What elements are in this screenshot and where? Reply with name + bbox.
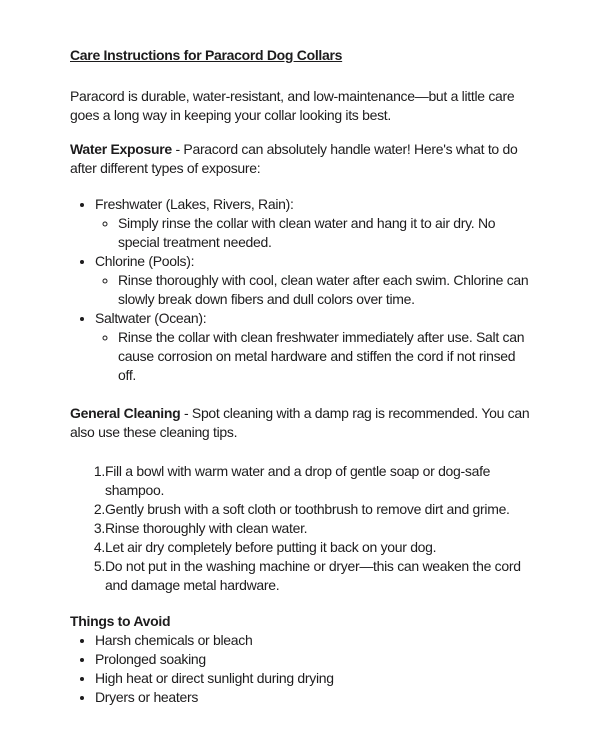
cleaning-step [105,538,530,557]
avoid-item-text: Prolonged soaking [95,651,206,667]
chlorine-sub-list [95,271,530,309]
water-exposure-list [70,195,530,385]
general-cleaning-paragraph [70,404,530,442]
sub-list-item [118,214,530,252]
cleaning-step-text: Let air dry completely before putting it back on your dog. [105,539,437,555]
things-to-avoid-list [70,631,530,707]
water-exposure-text: - Paracord can absolutely handle water! Here's what to do after different types of exposure: [70,141,518,176]
general-cleaning-text: - Spot cleaning with a damp rag is recommended. You can also use these cleaning tips. [70,405,530,440]
sub-list-item [118,328,530,385]
cleaning-step-text: Do not put in the washing machine or dryer—this can weaken the cord and damage metal hardware. [105,558,521,593]
page-title: Care Instructions for Paracord Dog Collars [70,47,343,63]
saltwater-sub-list [95,328,530,385]
avoid-item [95,669,530,688]
water-exposure-paragraph [70,140,530,178]
cleaning-step-text: Rinse thoroughly with clean water. [105,520,308,536]
sub-list-item [118,271,530,309]
sub-list-item-text: Rinse thoroughly with cool, clean water after each swim. Chlorine can slowly break down fibers and dull colors over time. [118,272,529,307]
list-item-label: Saltwater (Ocean): [95,310,207,326]
things-to-avoid-heading: Things to Avoid [70,613,171,629]
avoid-item [95,650,530,669]
sub-list-item-text: Rinse the collar with clean freshwater immediately after use. Salt can cause corrosion on metal hardware and stiffen the cord if not rinsed off. [118,329,525,383]
list-item-label: Freshwater (Lakes, Rivers, Rain): [95,196,294,212]
water-exposure-heading: Water Exposure [70,141,172,157]
freshwater-sub-list [95,214,530,252]
cleaning-step [105,519,530,538]
avoid-item [95,688,530,707]
avoid-item-text: High heat or direct sunlight during drying [95,670,334,686]
list-item-saltwater [95,309,530,385]
cleaning-step [105,462,530,500]
intro-paragraph: Paracord is durable, water-resistant, and low-maintenance—but a little care goes a long way in keeping your collar looking its best. [70,88,515,123]
cleaning-step [105,557,530,595]
list-item-freshwater [95,195,530,252]
avoid-item-text: Dryers or heaters [95,689,199,705]
avoid-item [95,631,530,650]
list-item-label: Chlorine (Pools): [95,253,195,269]
cleaning-step-text: Fill a bowl with warm water and a drop of gentle soap or dog-safe shampoo. [105,463,491,498]
cleaning-step [105,500,530,519]
avoid-item-text: Harsh chemicals or bleach [95,632,253,648]
list-item-chlorine [95,252,530,309]
cleaning-step-text: Gently brush with a soft cloth or toothbrush to remove dirt and grime. [105,501,510,517]
general-cleaning-heading: General Cleaning [70,405,181,421]
cleaning-steps-list [70,462,530,595]
sub-list-item-text: Simply rinse the collar with clean water and hang it to air dry. No special treatment needed. [118,215,496,250]
